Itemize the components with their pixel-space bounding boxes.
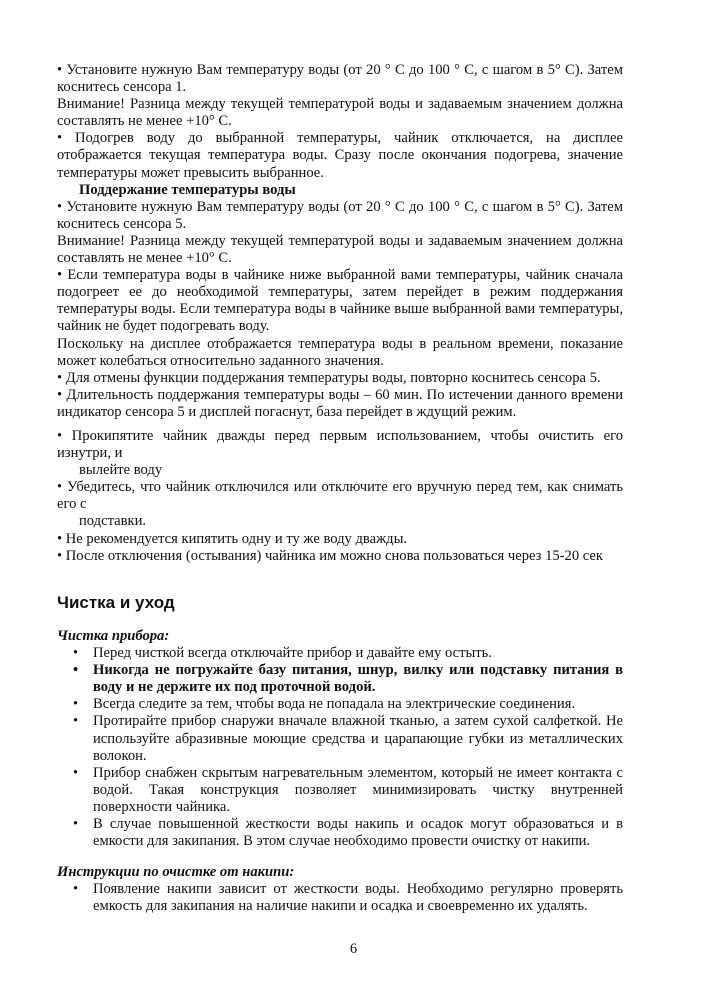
temperature-section [57,62,623,421]
descale-list [57,881,623,915]
paragraph: • Убедитесь, что чайник отключился или отключите его вручную перед тем, как снимать его с [57,479,623,513]
paragraph: • Длительность поддержания температуры воды – 60 мин. По истечении данного времени индикатор сенсора 5 и дисплей погаснут, база перейдет в ждущий режим. [57,386,623,420]
paragraph: Поскольку на дисплее отображается температура воды в реальном времени, показание может колебаться относительно заданного значения. [57,335,623,369]
paragraph: Внимание! Разница между текущей температурой воды и задаваемым значением должна составлять не менее +10° С. [57,232,623,267]
cleaning-block [57,628,623,850]
list-item: • Прибор снабжен скрытым нагревательным элементом, который не имеет контакта с водой. Такая конструкция позволяет минимизировать чистку внутренней поверхности чайника. [57,765,623,816]
descale-block [57,864,623,915]
paragraph: • Прокипятите чайник дважды перед первым использованием, чтобы очистить его изнутри, и [57,428,623,462]
paragraph: • Подогрев воду до выбранной температуры, чайник отключается, на дисплее отображается текущая температура воды. Сразу после окончания подогрева, значение температуры может превысить выбранное. [57,130,623,181]
list-item: • Никогда не погружайте базу питания, шнур, вилку или подставку питания в воду и не держите их под проточной водой. [57,662,623,696]
subheading: Поддержание температуры воды [79,181,296,198]
paragraph: • Не рекомендуется кипятить одну и ту же воду дважды. [57,530,408,547]
paragraph: • Установите нужную Вам температуру воды (от 20 ° С до 100 ° С, с шагом в 5° С). Затем коснитесь сенсора 1. [57,62,623,96]
paragraph: вылейте воду [79,462,163,479]
paragraph: • После отключения (остывания) чайника им можно снова пользоваться через 15-20 сек [57,547,603,564]
list-item: • В случае повышенной жесткости воды накипь и осадок могут образоваться и в емкости для закипания. В этом случае необходимо провести очистку от накипи. [57,816,623,850]
list-item: • Всегда следите за тем, чтобы вода не попадала на электрические соединения. [57,696,623,713]
cleaning-subtitle: Чистка прибора: [57,628,170,644]
paragraph: • Если температура воды в чайнике ниже выбранной вами температуры, чайник сначала подогреет ее до необходимой температуры, затем перейдет в режим поддержания температуры воды. Если температура воды в чайнике выше выбранной вами температуры, чайник не будет подогревать воду. [57,267,623,335]
cleaning-list [57,645,623,850]
paragraph: подставки. [79,513,147,530]
usage-notes [57,428,623,565]
page-number: 6 [349,941,358,957]
list-item: • Перед чисткой всегда отключайте прибор и давайте ему остыть. [57,645,623,662]
list-item: • Появление накипи зависит от жесткости воды. Необходимо регулярно проверять емкость для закипания на наличие накипи и осадка и своевременно их удалять. [57,881,623,915]
paragraph: • Для отмены функции поддержания температуры воды, повторно коснитесь сенсора 5. [57,369,601,386]
descale-subtitle: Инструкции по очистке от накипи: [57,864,295,880]
paragraph: • Установите нужную Вам температуру воды (от 20 ° С до 100 ° С, с шагом в 5° С). Затем коснитесь сенсора 5. [57,198,623,232]
section-heading: Чистка и уход [57,593,175,612]
paragraph: Внимание! Разница между текущей температурой воды и задаваемым значением должна составлять не менее +10° С. [57,96,623,130]
list-item: • Протирайте прибор снаружи вначале влажной тканью, а затем сухой салфеткой. Не используйте абразивные моющие средства и царапающие губки из металлических волокон. [57,713,623,764]
